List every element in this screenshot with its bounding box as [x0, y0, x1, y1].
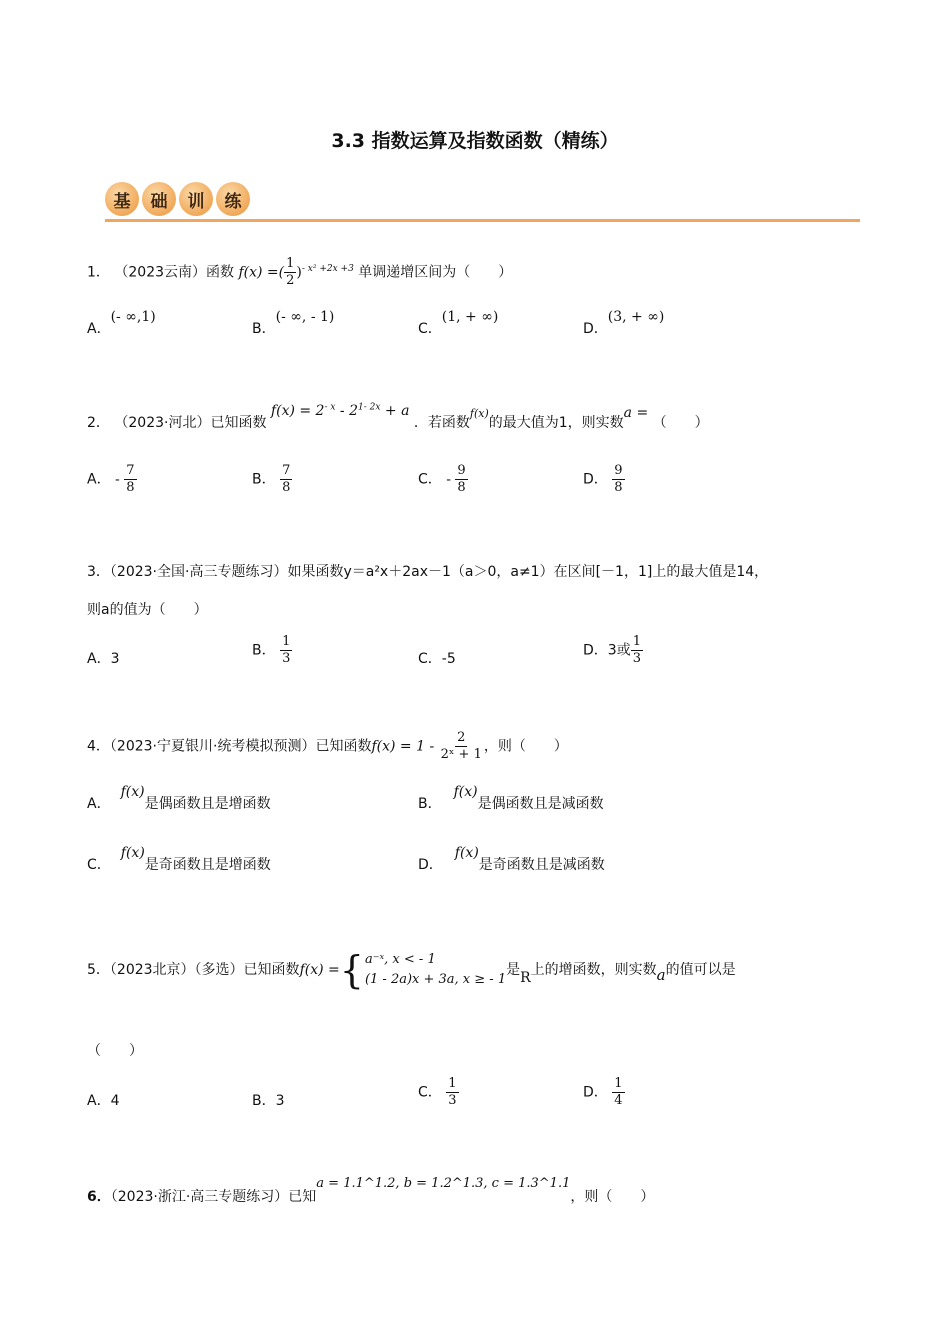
question-number: 5．	[87, 962, 110, 978]
section-badge-char: 练	[216, 182, 250, 216]
formula: a = 1.1^1.2, b = 1.2^1.3, c = 1.3^1.1	[316, 1176, 571, 1191]
option-b[interactable]: B． $\frac{1}{3}$	[252, 634, 291, 666]
question-number: 2．	[87, 415, 110, 431]
question-source: （2023·宁夏银川·统考模拟预测）已知函数	[109, 738, 372, 755]
question-5-line-2: （ ）	[87, 1043, 143, 1059]
section-header-basic-training	[105, 180, 860, 224]
question-1: 1． （2023云南）函数 f(x) =( $\frac{1}{2}$ )$^{- x^2 +2x +3}$ 单调递增区间为（ ）	[87, 256, 513, 288]
option-a[interactable]: A．f(x)是偶函数且是增函数	[87, 784, 271, 812]
formula-exponent: - x² +2x +3	[301, 263, 354, 274]
option-c[interactable]: C． - $\frac{9}{8}$	[418, 463, 466, 495]
question-2	[87, 402, 709, 432]
formula-fx: f(x) =	[299, 962, 340, 978]
section-badge-char: 训	[179, 182, 213, 216]
question-source: （2023·河北）已知函数	[114, 415, 267, 431]
question-text: 的最大值为1，则实数	[488, 415, 624, 431]
question-number: 4．	[87, 738, 110, 755]
question-tail: 的值可以是	[665, 962, 736, 978]
page-title: 3.3 指数运算及指数函数（精练）	[331, 130, 619, 152]
question-4	[87, 730, 568, 763]
question-number: 3．	[87, 564, 110, 580]
question-text: 是	[506, 962, 521, 978]
option-c[interactable]: C．-5	[418, 651, 456, 667]
question-number: 1．	[87, 264, 110, 281]
question-tail: ，则（ ）	[570, 1189, 655, 1205]
option-b[interactable]: B．(- ∞, - 1)	[252, 309, 335, 337]
question-source: （2023北京）（多选）已知函数	[109, 962, 300, 978]
formula-fx: f(x) = 1 -	[371, 738, 435, 755]
question-5	[87, 950, 736, 990]
question-tail: （ ）	[652, 415, 709, 431]
question-3	[87, 561, 768, 581]
formula-fx: f(x) =(	[238, 264, 285, 281]
question-source: （2023·浙江·高三专题练习）已知	[110, 1189, 317, 1205]
question-text: 上的增函数，则实数	[530, 962, 657, 978]
option-d[interactable]: D． $\frac{9}{8}$	[583, 463, 623, 495]
formula-fraction: $\frac{2}{\text{2ˣ + 1}}$	[440, 730, 482, 762]
option-d[interactable]: D．(3, + ∞)	[583, 309, 665, 337]
option-b[interactable]: B．f(x)是偶函数且是减函数	[418, 784, 604, 812]
question-text: （2023·全国·高三专题练习）如果函数y＝a²x＋2ax－1（a＞0，a≠1）在区间[－1，1]上的最大值是14，	[109, 564, 769, 580]
option-d[interactable]: D． $\frac{1}{4}$	[583, 1076, 623, 1108]
formula-fraction: $\frac{1}{2}$	[286, 256, 295, 288]
formula-R: R	[520, 970, 531, 986]
formula-a: a =	[623, 405, 649, 421]
question-tail: 单调递增区间为（ ）	[358, 264, 513, 281]
question-text: ．若函数	[413, 415, 470, 431]
formula-fx: f(x)	[469, 407, 489, 420]
option-a[interactable]: A． - $\frac{7}{8}$	[87, 463, 135, 495]
question-tail: ，则（ ）	[483, 738, 568, 755]
option-c[interactable]: C． $\frac{1}{3}$	[418, 1076, 457, 1108]
piecewise-formula: { a⁻ˣ, x < - 1 (1 - 2a)x + 3a, x ≥ - 1	[339, 948, 507, 992]
question-3-line-2: 则a的值为（ ）	[87, 602, 208, 618]
option-c[interactable]: C．(1, + ∞)	[418, 309, 499, 337]
question-number: 6．	[87, 1189, 111, 1205]
section-divider	[105, 219, 860, 222]
option-a[interactable]: A．4	[87, 1093, 120, 1109]
option-d[interactable]: D．3或 $\frac{1}{3}$	[583, 634, 641, 666]
section-badge-char: 础	[142, 182, 176, 216]
section-badges	[105, 182, 253, 216]
option-a[interactable]: A．(- ∞,1)	[87, 309, 156, 337]
option-b[interactable]: B． $\frac{7}{8}$	[252, 463, 291, 495]
option-d[interactable]: D．f(x)是奇函数且是减函数	[418, 845, 605, 873]
option-a[interactable]: A．3	[87, 651, 120, 667]
section-badge-char: 基	[105, 182, 139, 216]
option-c[interactable]: C．f(x)是奇函数且是增函数	[87, 845, 271, 873]
formula: $f(x) = 2^{- x} - 2^{1- 2x} + a$	[270, 402, 410, 419]
question-source: （2023云南）函数	[114, 264, 235, 281]
formula-a: a	[656, 966, 666, 984]
option-b[interactable]: B．3	[252, 1093, 285, 1109]
question-6	[87, 1176, 655, 1206]
